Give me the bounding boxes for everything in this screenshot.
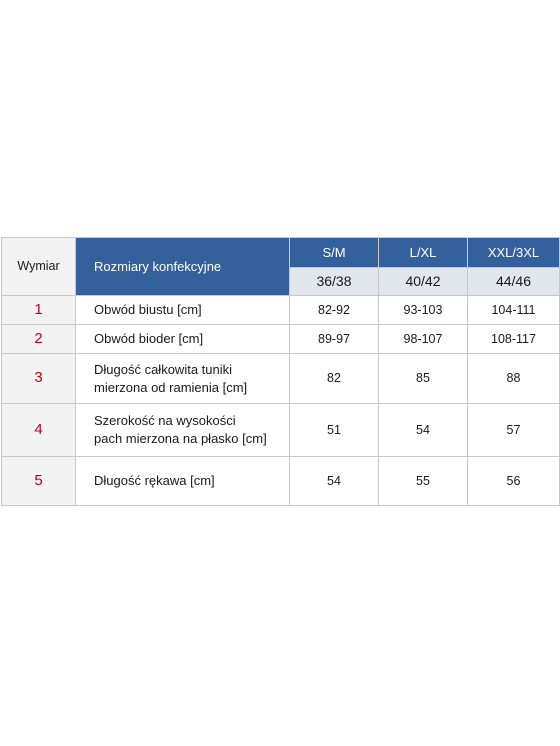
row-label-line: Szerokość na wysokości <box>94 413 236 429</box>
row-number: 5 <box>2 457 76 506</box>
cell-value: 54 <box>290 457 379 506</box>
cell-value: 51 <box>290 404 379 457</box>
cell-value: 56 <box>468 457 560 506</box>
header-title: Rozmiary konfekcyjne <box>76 238 290 296</box>
eu-size-header-xxl3xl: 44/46 <box>468 268 560 296</box>
row-label-line: mierzona od ramienia [cm] <box>94 379 248 395</box>
table-row <box>2 325 560 354</box>
table-row <box>2 404 560 457</box>
table-row <box>2 354 560 404</box>
cell-value: 85 <box>379 354 468 404</box>
cell-value: 104-111 <box>468 296 560 325</box>
row-label-line: Obwód biustu [cm] <box>94 302 202 318</box>
eu-size-header-sm: 36/38 <box>290 268 379 296</box>
row-number: 3 <box>2 354 76 404</box>
size-header-sm: S/M <box>290 238 379 268</box>
cell-value: 98-107 <box>379 325 468 354</box>
row-label <box>76 325 290 354</box>
cell-value: 57 <box>468 404 560 457</box>
row-label <box>76 404 290 457</box>
row-label <box>76 457 290 506</box>
header-row-sizes <box>2 238 560 268</box>
row-label-line: Długość rękawa [cm] <box>94 473 215 489</box>
row-number: 1 <box>2 296 76 325</box>
size-header-lxl: L/XL <box>379 238 468 268</box>
size-header-xxl3xl: XXL/3XL <box>468 238 560 268</box>
cell-value: 54 <box>379 404 468 457</box>
cell-value: 88 <box>468 354 560 404</box>
cell-value: 93-103 <box>379 296 468 325</box>
corner-label: Wymiar <box>2 238 76 296</box>
row-label <box>76 296 290 325</box>
size-chart-table <box>1 237 560 506</box>
cell-value: 89-97 <box>290 325 379 354</box>
row-label-line: Długość całkowita tuniki <box>94 361 233 377</box>
row-label <box>76 354 290 404</box>
table-row <box>2 296 560 325</box>
cell-value: 55 <box>379 457 468 506</box>
cell-value: 82 <box>290 354 379 404</box>
row-label-line: pach mierzona na płasko [cm] <box>94 431 267 446</box>
eu-size-header-lxl: 40/42 <box>379 268 468 296</box>
row-number: 4 <box>2 404 76 457</box>
table-row <box>2 457 560 506</box>
cell-value: 108-117 <box>468 325 560 354</box>
row-label-line: Obwód bioder [cm] <box>94 331 204 347</box>
cell-value: 82-92 <box>290 296 379 325</box>
row-number: 2 <box>2 325 76 354</box>
